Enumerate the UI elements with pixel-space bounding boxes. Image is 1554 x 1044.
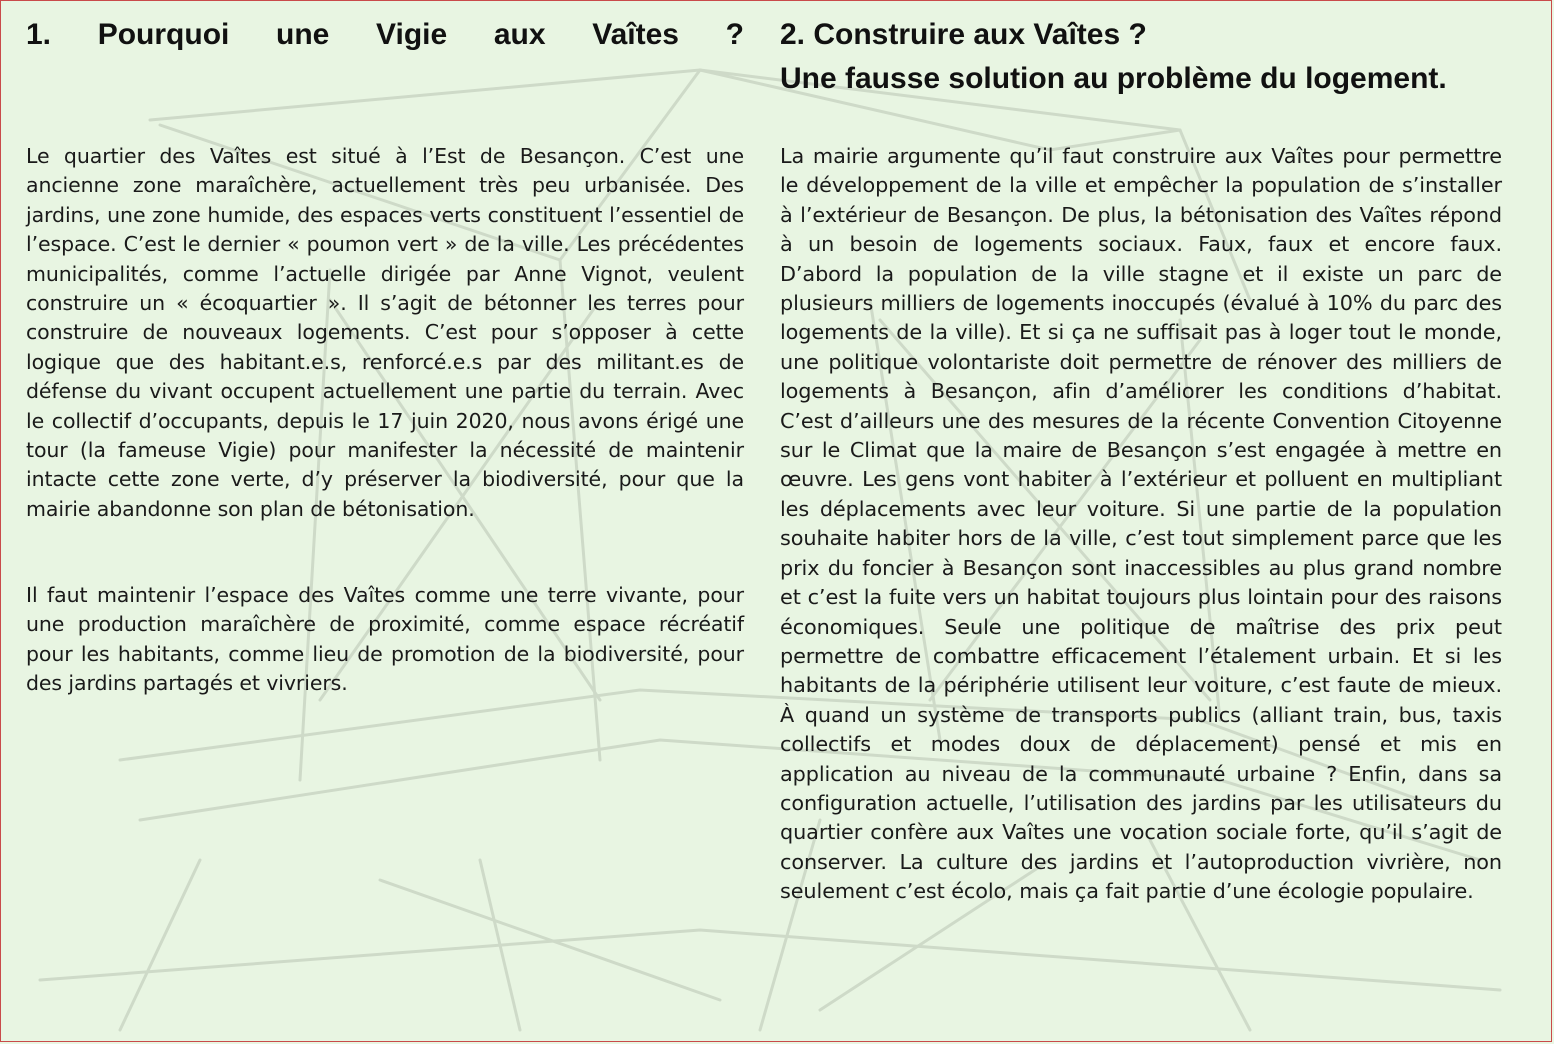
- section-1-paragraph-1: Le quartier des Vaîtes est situé à l’Est de Besançon. C’est une ancienne zone maraîchère, actuellement très peu urbanisée. Des jardins, une zone humide, des espaces verts constituent l’essentiel de l’espace. C’est le dernier « poumon vert » de la ville. Les précédentes municipalités, comme l’actuelle dirigée par Anne Vignot, veulent construire un « écoquartier ». Il s’agit de bétonner les terres pour construire de nouveaux logements. C’est pour s’opposer à cette logique que des habitant.e.s, renforcé.e.s par des militant.es de défense du vivant occupent actuellement une partie du terrain. Avec le collectif d’occupants, depuis le 17 juin 2020, nous avons érigé une tour (la fameuse Vigie) pour manifester la nécessité de maintenir intacte cette zone verte, d’y préserver la biodiversité, pour que la mairie abandonne son plan de bétonisation.: [26, 144, 744, 521]
- section-2-heading: 2. Construire aux Vaîtes ?: [780, 18, 1147, 51]
- heading-word: aux: [493, 18, 546, 51]
- heading-word: une: [276, 18, 330, 51]
- section-1-heading: [26, 14, 744, 56]
- heading-word: Vaîtes: [592, 18, 679, 51]
- heading-word: Vigie: [376, 18, 448, 51]
- heading-word: ?: [725, 18, 744, 51]
- section-1-paragraph-2: Il faut maintenir l’espace des Vaîtes comme une terre vivante, pour une production maraîchère de proximité, comme espace récréatif pour les habitants, comme lieu de promotion de la biodiversité, pour des jardins partagés et vivriers.: [26, 583, 744, 696]
- heading-word: 1.: [26, 18, 52, 51]
- section-2-subheading: Une fausse solution au problème du logement.: [780, 62, 1447, 95]
- section-2-paragraph: La mairie argumente qu’il faut construire aux Vaîtes pour permettre le développement de la ville et empêcher la population de s’installer à l’extérieur de Besançon. De plus, la bétonisation des Vaîtes répond à un besoin de logements sociaux. Faux, faux et encore faux. D’abord la population de la ville stagne et il existe un parc de plusieurs milliers de logements inoccupés (évalué à 10% du parc des logements de la ville). Et si ça ne suffisait pas à loger tout le monde, une politique volontariste doit permettre de rénover des milliers de logements à Besançon, afin d’améliorer les conditions d’habitat. C’est d’ailleurs une des mesures de la récente Convention Citoyenne sur le Climat que la maire de Besançon s’est engagée à mettre en œuvre. Les gens vont habiter à l’extérieur et polluent en multipliant les déplacements avec leur voiture. Si une partie de la population souhaite habiter hors de la ville, c’est tout simplement parce que les prix du foncier à Besançon sont inaccessibles au plus grand nombre et c’est la fuite vers un habitat toujours plus lointain pour des raisons économiques. Seule une politique de maîtrise des prix peut permettre de combattre efficacement l’étalement urbain. Et si les habitants de la périphérie utilisent leur voiture, c’est faute de mieux. À quand un système de transports publics (alliant train, bus, taxis collectifs et modes doux de déplacement) pensé et mis en application au niveau de la communauté urbaine ? Enfin, dans sa configuration actuelle, l’utilisation des jardins par les utilisateurs du quartier confère aux Vaîtes une vocation sociale forte, qu’il s’agit de conserver. La culture des jardins et l’autoproduction vivrière, non seulement c’est écolo, mais ça fait partie d’une écologie populaire.: [780, 144, 1502, 904]
- heading-word: Pourquoi: [97, 18, 230, 51]
